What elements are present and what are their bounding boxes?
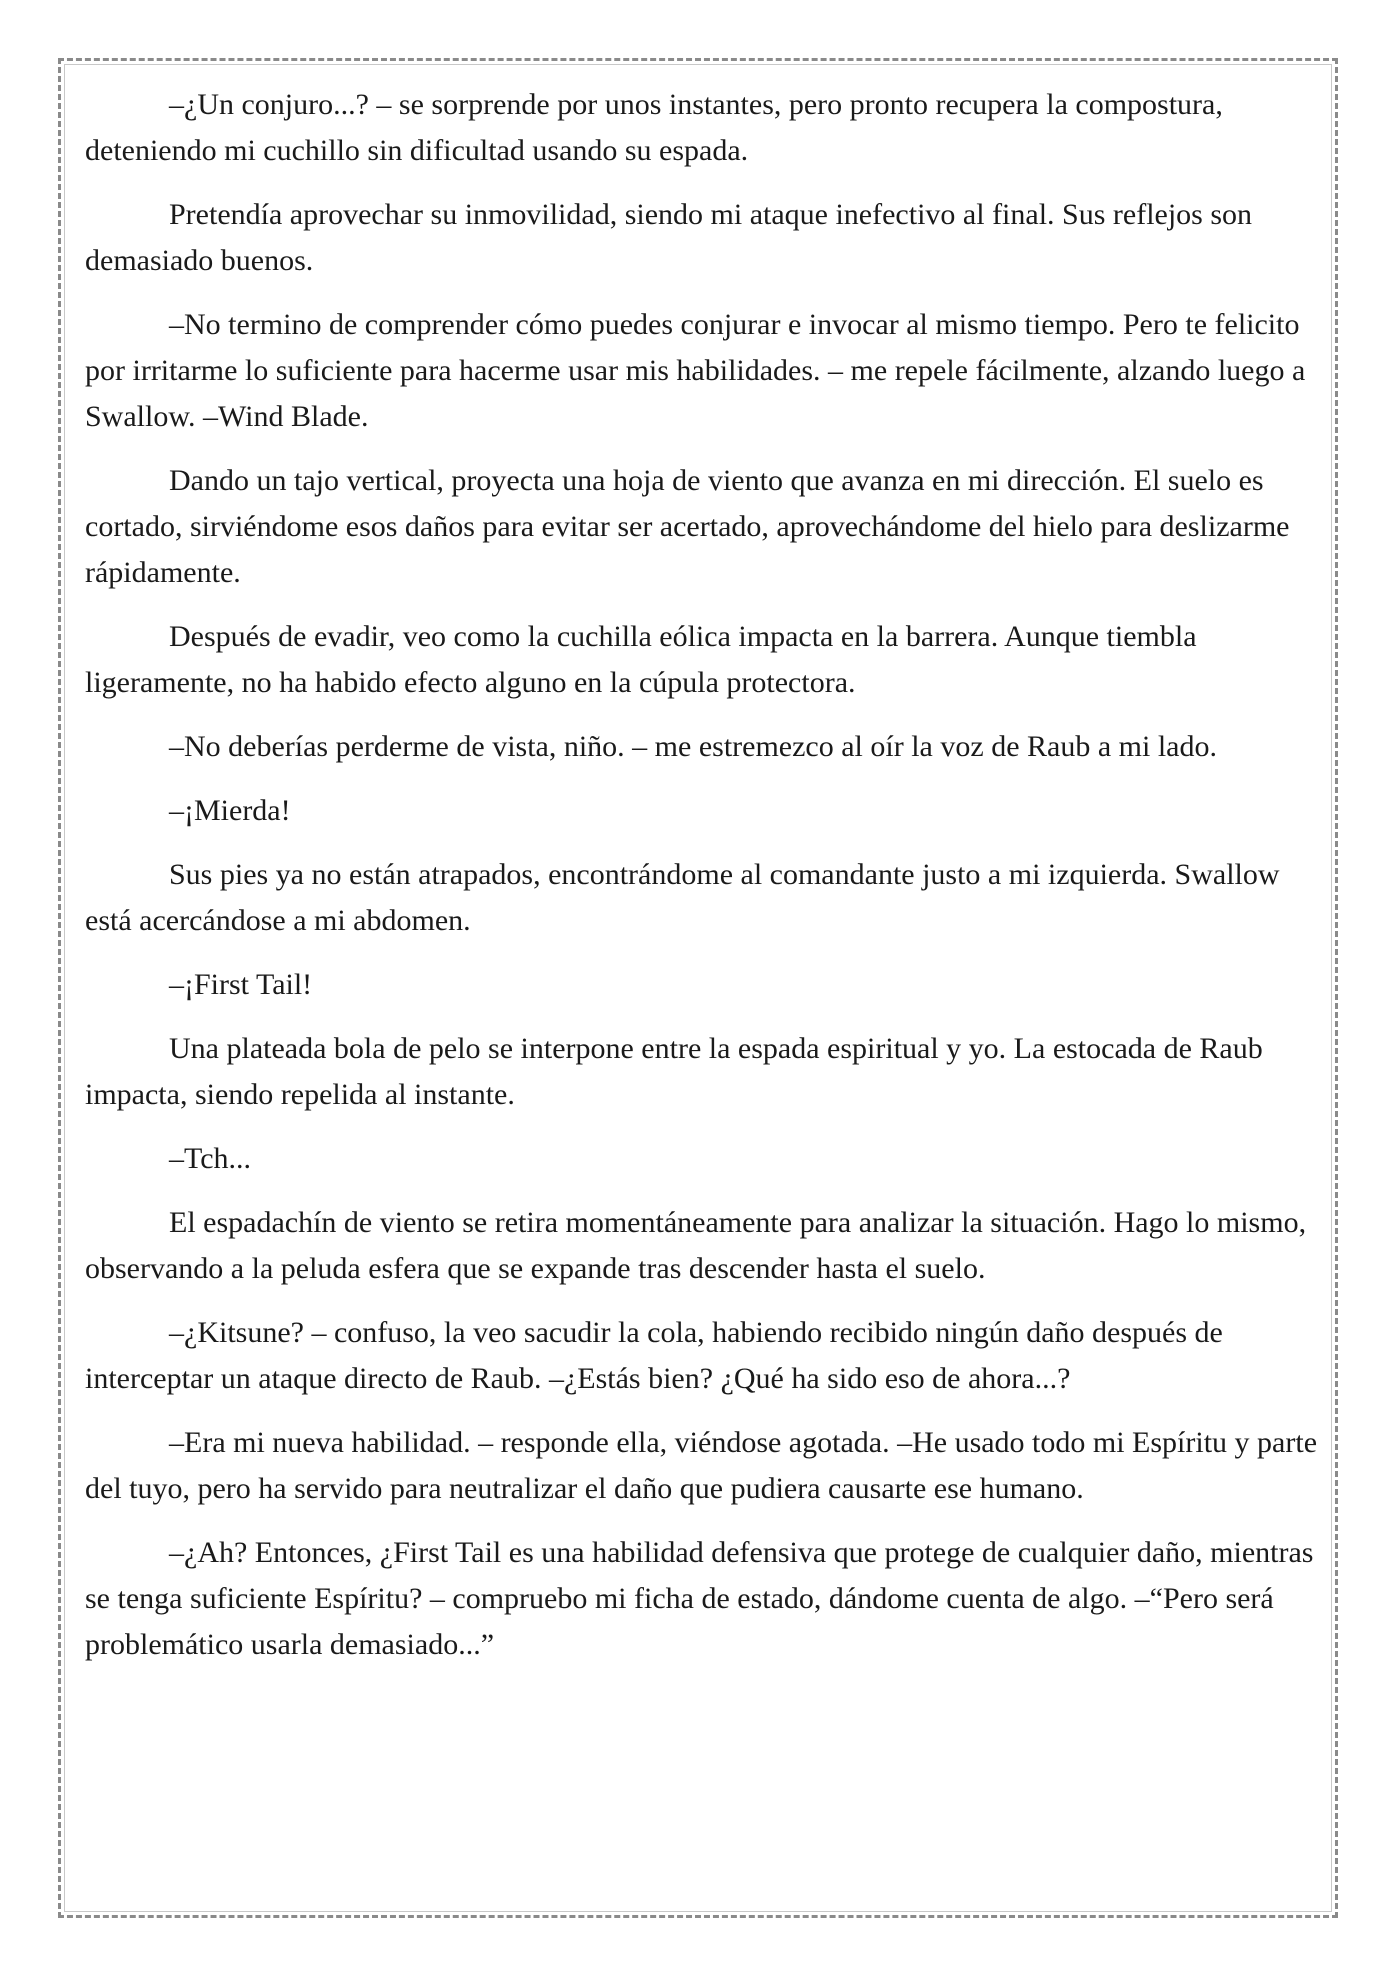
paragraph: –¿Ah? Entonces, ¿First Tail es una habilidad defensiva que protege de cualquier daño, mientras se tenga suficiente Espíritu? – compruebo mi ficha de estado, dándome cuenta de algo. –“Pero será problemático usarla demasiado...” <box>85 1536 1314 1661</box>
paragraph: Sus pies ya no están atrapados, encontrándome al comandante justo a mi izquierda. Swallow está acercándose a mi abdomen. <box>85 858 1280 937</box>
paragraph: –No deberías perderme de vista, niño. – me estremezco al oír la voz de Raub a mi lado. <box>169 730 1217 763</box>
paragraph: –Tch... <box>169 1142 252 1175</box>
paragraph: –¿Kitsune? – confuso, la veo sacudir la cola, habiendo recibido ningún daño después de interceptar un ataque directo de Raub. –¿Estás bien? ¿Qué ha sido eso de ahora...? <box>85 1316 1223 1395</box>
paragraph: –¡First Tail! <box>169 968 313 1001</box>
paragraph: –Era mi nueva habilidad. – responde ella, viéndose agotada. –He usado todo mi Espíritu y parte del tuyo, pero ha servido para neutralizar el daño que pudiera causarte ese humano. <box>85 1426 1318 1505</box>
paragraph: El espadachín de viento se retira momentáneamente para analizar la situación. Hago lo mismo, observando a la peluda esfera que se expande tras descender hasta el suelo. <box>85 1206 1307 1285</box>
paragraph: Pretendía aprovechar su inmovilidad, siendo mi ataque inefectivo al final. Sus reflejos son demasiado buenos. <box>85 198 1253 277</box>
document-body <box>85 82 1320 1686</box>
paragraph: –No termino de comprender cómo puedes conjurar e invocar al mismo tiempo. Pero te felicito por irritarme lo suficiente para hacerme usar mis habilidades. – me repele fácilmente, alzando luego a Swallow. –Wind Blade. <box>85 308 1306 433</box>
paragraph: –¡Mierda! <box>169 794 291 827</box>
paragraph: Una plateada bola de pelo se interpone entre la espada espiritual y yo. La estocada de Raub impacta, siendo repelida al instante. <box>85 1032 1263 1111</box>
paragraph: –¿Un conjuro...? – se sorprende por unos instantes, pero pronto recupera la compostura, deteniendo mi cuchillo sin dificultad usando su espada. <box>85 88 1223 167</box>
paragraph: Después de evadir, veo como la cuchilla eólica impacta en la barrera. Aunque tiembla ligeramente, no ha habido efecto alguno en la cúpula protectora. <box>85 620 1197 699</box>
paragraph: Dando un tajo vertical, proyecta una hoja de viento que avanza en mi dirección. El suelo es cortado, sirviéndome esos daños para evitar ser acertado, aprovechándome del hielo para deslizarme rápidamente. <box>85 464 1290 589</box>
